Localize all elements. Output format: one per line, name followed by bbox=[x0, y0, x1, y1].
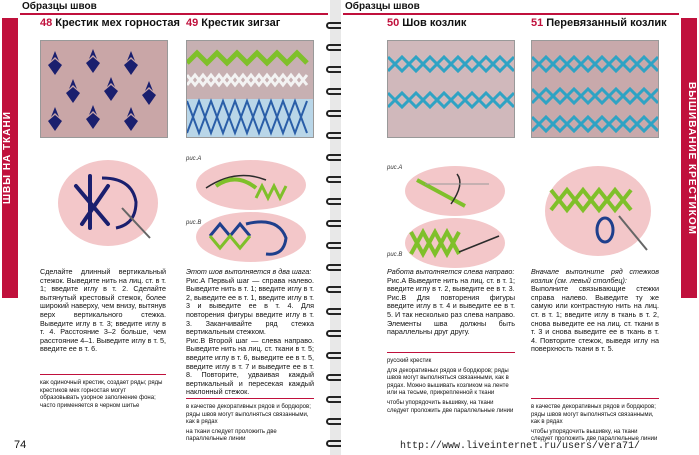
section-48-notes bbox=[40, 380, 166, 412]
section-48-title-text: Крестик мех горностая bbox=[55, 17, 180, 29]
section-49-notes bbox=[186, 404, 314, 446]
section-49-note-rule bbox=[186, 398, 314, 399]
section-49-fig-a-label: рис.А bbox=[186, 156, 202, 162]
section-49-fig-b-label: рис.B bbox=[186, 220, 202, 226]
section-49-p1: Рис.А Первый шаг — справа налево. Выведите нить в т. 1; введите иглу в т. 2, выведите ее в т. 1, введите иглу в т. 3 и выведите ее в т. 4. Для повторения фигуры введите иглу в т. 3. Заканчивайте ряд стежка вертикальным стежком. bbox=[186, 275, 314, 337]
section-49-p2: Рис.В Второй шаг — слева направо. Выведите нить на лиц. ст. ткани в т. 5; введите иглу в т. 6, выведите ее в т. 5, введите иглу в т. 7 и выведите ее в т. 8. Повторите, удваивая каждый вертикальный и пересекая каждый наклонный стежок. bbox=[186, 335, 314, 397]
section-50-note-0: русский крестик bbox=[387, 358, 432, 364]
section-49-note-0: в качестве декоративных рядов и бордюров; ряды швов могут выполняться связанными, как в рядах bbox=[186, 404, 311, 426]
section-50-note-rule bbox=[387, 352, 515, 353]
section-49-note-1: на ткани следует проложить две параллельные линии bbox=[186, 428, 277, 443]
zigzag-diagram-a bbox=[196, 164, 306, 208]
left-header-rule bbox=[20, 13, 328, 15]
section-50-title-text: Шов козлик bbox=[402, 17, 467, 29]
section-51-text bbox=[531, 268, 659, 354]
ermine-stitch-photo bbox=[40, 40, 168, 138]
section-51-number: 51 bbox=[531, 17, 544, 29]
section-48-title bbox=[40, 17, 180, 29]
right-header-rule bbox=[343, 13, 679, 15]
section-51-title-text: Перевязанный козлик bbox=[546, 17, 667, 29]
section-49-number: 49 bbox=[186, 17, 199, 29]
zigzag-diagram-b bbox=[196, 214, 306, 260]
section-51-note-1: чтобы упорядочить вышивку, на ткани следует проложить две параллельные линии bbox=[531, 428, 658, 443]
section-49-text bbox=[186, 268, 314, 397]
section-50-fig-b-label: рис.B bbox=[387, 252, 403, 258]
section-48-text: Сделайте длинный вертикальный стежок. Выведите нить на лиц. ст. в т. 1; введите иглу в т. 2. Сделайте вытянутый крестовый стежок, более широкий наверху, чем внизу, вытянув верх вертикального стежка. Выведите иглу в т. 3; введите иглу в т. 4. Расстояние 3–2 больше, чем расстояние 4–1. Выведите иглу в т. 5, введите ее в т. 6. bbox=[40, 267, 166, 354]
right-header: Образцы швов bbox=[345, 1, 420, 12]
section-50-note-1: для декоративных рядов и бордюров; ряды швов могут выполняться связанными, как в рядах. Можно вышивать козликом на ленте или на тесьме, прикрепленной к ткани bbox=[387, 367, 509, 397]
tied-herringbone-diagram bbox=[547, 174, 651, 254]
right-page bbox=[341, 0, 699, 455]
section-50-p2: Рис.В Для повторения фигуры введите иглу в т. 4 и выведите ее в т. 5. И так несколько раз слева направо. Элементы шва должны быть параллельны друг другу. bbox=[387, 292, 515, 337]
section-50-notes bbox=[387, 358, 515, 417]
left-header: Образцы швов bbox=[22, 1, 97, 12]
section-50-p1: Рис.А Выведите нить на лиц. ст. в т. 1; введите иглу в т. 2, выведите ее в т. 3. bbox=[387, 275, 515, 294]
tied-herringbone-photo bbox=[531, 40, 659, 138]
section-48-note-rule bbox=[40, 374, 166, 375]
section-49-title-text: Крестик зигзаг bbox=[201, 17, 281, 29]
section-49-title bbox=[186, 17, 280, 29]
right-side-tab: ВЫШИВАНИЕ КРЕСТИКОМ bbox=[681, 18, 697, 298]
section-50-fig-a-label: рис.А bbox=[387, 165, 403, 171]
section-51-notes bbox=[531, 404, 659, 446]
section-50-number: 50 bbox=[387, 17, 400, 29]
section-51-title bbox=[531, 17, 667, 29]
ermine-stitch-diagram bbox=[62, 168, 152, 246]
herringbone-diagram-a bbox=[405, 170, 505, 214]
section-51-intro: Вначале выполните ряд стежков козлик (см. левый столбец): bbox=[531, 267, 659, 285]
watermark-url: http://www.liveinternet.ru/users/vera71/ bbox=[400, 441, 641, 452]
section-50-intro: Работа выполняется слева направо: bbox=[387, 267, 515, 276]
section-51-note-rule bbox=[531, 398, 659, 399]
section-50-title bbox=[387, 17, 466, 29]
section-51-note-0: в качестве декоративных рядов и бордюров; ряды швов могут выполняться связанными, как в рядах bbox=[531, 404, 656, 426]
zigzag-stitch-photo bbox=[186, 40, 314, 138]
section-48-note-0: как одиночный крестик, создает ряды; ряды крестиков мех горностая могут образовывать узорное заполнение фона; часто применяется в черном шитье bbox=[40, 380, 163, 409]
left-page bbox=[0, 0, 330, 455]
section-48-number: 48 bbox=[40, 17, 53, 29]
section-49-intro: Этот шов выполняется в два шага: bbox=[186, 267, 312, 276]
section-51-p1: Выполните связывающие стежки справа налево. Выведите ту же самую или контрастную нить на лиц. ст. в т. 1; введите иглу в ткань в т. 2, снова выведите ее на лиц. ст. ткани в т. 3 и снова выведите ее в ткань в т. 4. Повторите стежок, выведя иглу на поверхность ткани в т. 5. bbox=[531, 284, 659, 354]
page-number-left: 74 bbox=[14, 439, 27, 451]
section-50-note-2: чтобы упорядочить вышивку, на ткани следует проложить две параллельные линии bbox=[387, 399, 514, 414]
left-side-tab: ШВЫ НА ТКАНИ bbox=[2, 18, 18, 298]
herringbone-stitch-photo bbox=[387, 40, 515, 138]
herringbone-diagram-b bbox=[405, 222, 505, 266]
section-50-text bbox=[387, 268, 515, 337]
